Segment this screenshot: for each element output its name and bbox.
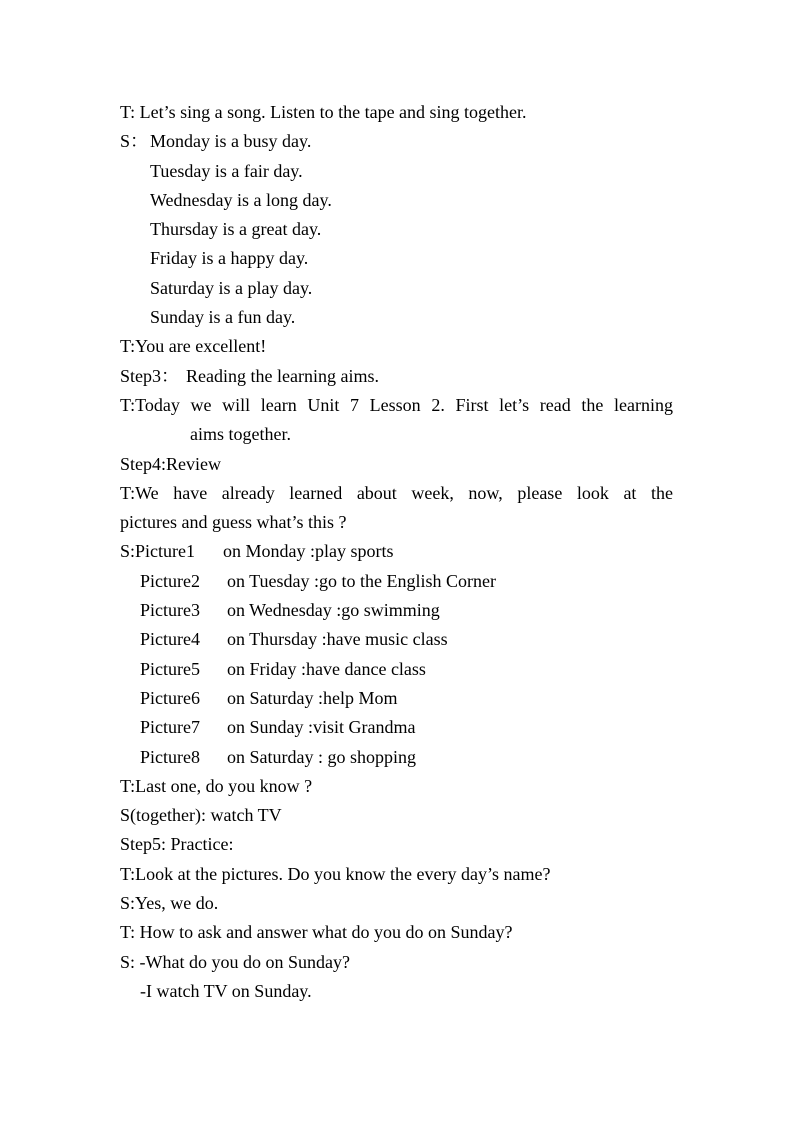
speaker-label: S：	[120, 131, 149, 152]
teacher-line-today: T:Today we will learn Unit 7 Lesson 2. First let’s read the learning	[120, 394, 673, 415]
picture-name: Picture7	[140, 717, 200, 738]
teacher-line-sing: T: Let’s sing a song. Listen to the tape and sing together.	[120, 102, 527, 122]
students-line-question: S: -What do you do on Sunday?	[120, 951, 350, 972]
picture-name: Picture5	[140, 658, 200, 679]
picture-row	[120, 537, 673, 566]
picture-info: on Wednesday :go swimming	[227, 600, 440, 621]
picture-row	[120, 684, 673, 713]
picture-info: on Friday :have dance class	[227, 658, 426, 679]
picture-row	[120, 567, 673, 596]
song-line-thursday: Thursday is a great day.	[150, 219, 322, 240]
song-line-wednesday: Wednesday is a long day.	[150, 189, 332, 210]
students-line-watch-tv: S(together): watch TV	[120, 805, 282, 826]
song-line-sunday: Sunday is a fun day.	[150, 307, 296, 328]
speaker-label: S:	[120, 541, 136, 562]
picture-name	[120, 537, 223, 566]
picture-label: Picture1	[135, 541, 196, 562]
picture-row	[120, 655, 673, 684]
teacher-line-review-cont: pictures and guess what’s this ?	[120, 512, 347, 533]
picture-row	[120, 713, 673, 742]
song-line-monday	[120, 127, 673, 156]
picture-info: on Sunday :visit Grandma	[227, 717, 416, 738]
song-line-tuesday: Tuesday is a fair day.	[150, 160, 303, 181]
song-text: Monday is a busy day.	[150, 131, 312, 152]
song-line-friday: Friday is a happy day.	[150, 248, 309, 269]
picture-name: Picture4	[140, 629, 200, 650]
teacher-line-last-one: T:Last one, do you know ?	[120, 775, 313, 796]
song-line-saturday: Saturday is a play day.	[150, 277, 313, 298]
picture-name: Picture8	[140, 746, 200, 767]
picture-info: on Saturday :help Mom	[227, 687, 398, 708]
teacher-line-review: T:We have already learned about week, now, please look at the	[120, 482, 673, 503]
picture-name: Picture2	[140, 570, 200, 591]
picture-info: on Tuesday :go to the English Corner	[227, 570, 496, 591]
picture-info: on Monday :play sports	[223, 541, 394, 562]
picture-name: Picture6	[140, 687, 200, 708]
picture-row	[120, 596, 673, 625]
step3-heading	[120, 362, 673, 391]
step-text: Reading the learning aims.	[186, 365, 379, 386]
picture-info: on Saturday : go shopping	[227, 746, 416, 767]
students-line-yes: S:Yes, we do.	[120, 893, 219, 914]
picture-info: on Thursday :have music class	[227, 629, 448, 650]
teacher-line-how-to-ask: T: How to ask and answer what do you do on Sunday?	[120, 922, 513, 943]
lesson-text	[120, 98, 673, 1006]
step4-heading: Step4:Review	[120, 453, 221, 474]
teacher-line-look: T:Look at the pictures. Do you know the every day’s name?	[120, 863, 551, 884]
step-label: Step3：	[120, 365, 180, 386]
teacher-line-excellent: T:You are excellent!	[120, 336, 267, 357]
picture-name: Picture3	[140, 600, 200, 621]
teacher-line-today-cont: aims together.	[190, 424, 291, 445]
students-line-answer: -I watch TV on Sunday.	[140, 980, 312, 1001]
step5-heading: Step5: Practice:	[120, 834, 234, 855]
picture-row	[120, 743, 673, 772]
picture-row	[120, 625, 673, 654]
